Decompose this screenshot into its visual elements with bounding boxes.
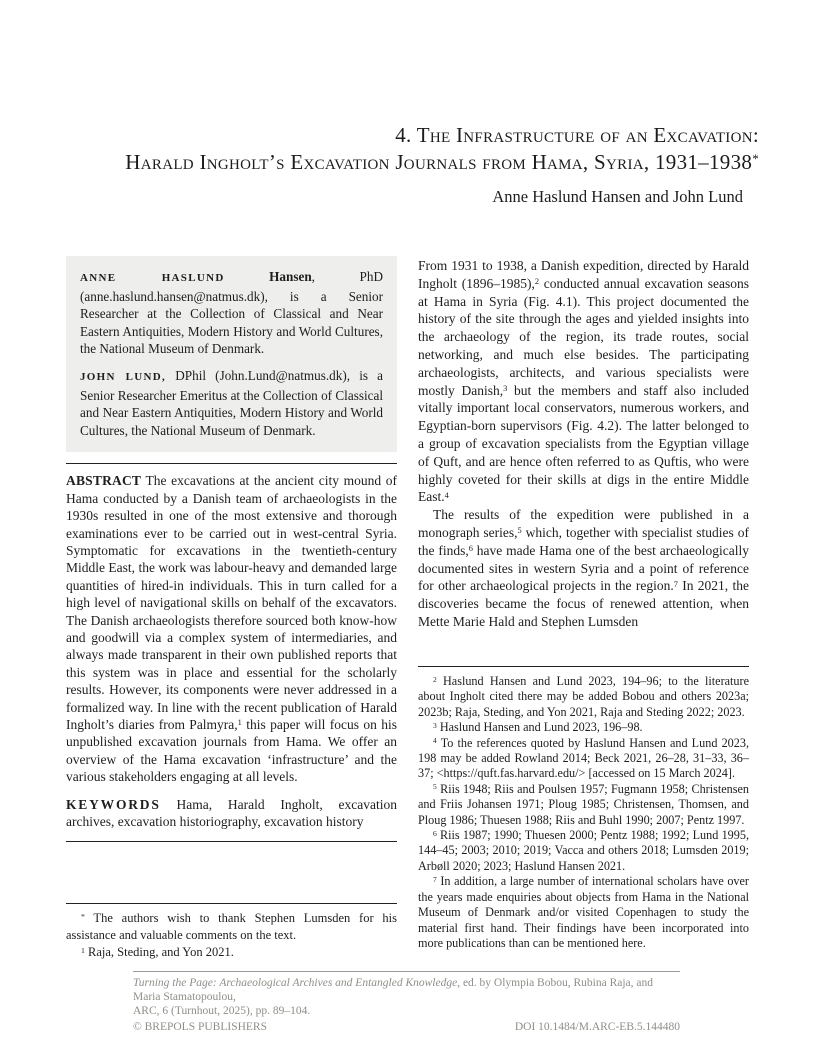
p1-text-1: From 1931 to 1938, a Danish expedition, directed by Harald Ingholt (1896–1985), — [418, 258, 749, 291]
p2-text-1: The results of the expedition were published in a monograph series, — [418, 507, 749, 540]
right-footnotes — [418, 666, 749, 968]
footnote-7-marker: 7 — [433, 874, 437, 884]
footer-rule — [133, 971, 680, 972]
bio-author-2 — [80, 367, 383, 439]
abstract-text-2: this paper will focus on his unpublished excavation journals from Hama. We offer an overview of the Hama excavation ‘infrastructure’ and the various stakeholders engaging at all levels. — [66, 717, 397, 785]
footer-editors: , ed. by Olympia Bobou, Rubina Raja, and Maria Stamatopoulou, — [133, 977, 653, 1003]
footer-copyright: © BREPOLS PUBLISHERS — [133, 1021, 267, 1034]
keywords-paragraph — [66, 796, 397, 831]
left-footnotes — [66, 903, 397, 973]
publication-footer — [133, 971, 680, 1035]
footnote-ref-3: 3 — [503, 383, 508, 393]
author-1-bio-text: , PhD (anne.haslund.hansen@natmus.dk), is a Senior Researcher at the Collection of Classical and Near Eastern Antiquities, Modern History and World Cultures, the National Museum of Denmark. — [80, 269, 383, 357]
author-1-name-smallcaps: ANNE HASLUND — [80, 272, 225, 284]
abstract-top-rule — [66, 463, 397, 464]
footnote-1-marker: 1 — [81, 945, 85, 955]
p2-text-4: In 2021, the discoveries became the focus of renewed attention, when Mette Marie Hald and Stephen Lumsden — [418, 578, 749, 629]
bio-author-1 — [80, 268, 383, 358]
footnote-4-marker: 4 — [433, 736, 437, 746]
abstract-paragraph — [66, 472, 397, 785]
article-title-block — [50, 122, 759, 176]
footnote-7-text: In addition, a large number of international scholars have over the years made enquiries about objects from Hama in the National Museum of Denmark and/or visited Copenhagen to study the material first hand. Their findings have been incorporated into more publications than can be mentioned here. — [418, 874, 749, 950]
footnote-3 — [418, 720, 749, 735]
footer-doi: DOI 10.1484/M.ARC-EB.5.144480 — [514, 1021, 680, 1034]
abstract-text-1: The excavations at the ancient city mound of Hama conducted by a Danish team of archaeologists in the 1930s resulted in one of the most extensive and thorough examinations ever to be carried out in west-central Syria. Symptomatic for excavations in the twentieth-century Middle East, the work was labour-heavy and demanded large quantities of hired-in individuals. This in turn called for a high level of navigational skills on behalf of the excavators. The Danish archaeologists therefore sourced both know-how and goodwill via a complex system of intermediaries, and always made transparent in their own published reports that this system was in place and essential for the scholarly results. However, its components were never addressed in a formalized way. In line with the recent publication of Harald Ingholt’s diaries from Palmyra, — [66, 473, 397, 733]
footnote-star-text: The authors wish to thank Stephen Lumsden for his assistance and valuable comments on the text. — [66, 911, 397, 942]
body-paragraph-2 — [418, 506, 749, 631]
footnote-5-text: Riis 1948; Riis and Poulsen 1957; Fugmann 1958; Christensen and Friis Johansen 1971; Ploug 1985; Christensen, Thomsen, and Ploug 1986; Thuesen 1988; Riis and Buhl 1990; 2007; Pentz 1997. — [418, 781, 749, 827]
footer-line-1 — [133, 977, 680, 1005]
footnote-ref-2: 2 — [534, 277, 540, 287]
left-footnotes-rule — [66, 903, 397, 904]
author-bio-box — [66, 256, 397, 452]
footnote-6 — [418, 828, 749, 874]
p1-text-3: but the members and staff also included vitally important local conservators, numerous workers, and Egyptian-born supervisors (Fig. 4.2). The latter belonged to a group of excavation specialists from the Egyptian village of Quft, and are hence often referred to as Quftis, who were highly coveted for their skills at digs in the entire Middle East. — [418, 382, 749, 505]
keywords-bottom-rule — [66, 841, 397, 842]
footnote-2-marker: 2 — [433, 674, 437, 684]
right-column — [418, 257, 749, 663]
p2-text-3: have made Hama one of the best archaeologically documented sites in western Syria and a point of reference for other archaeological projects in the region. — [418, 542, 749, 594]
p2-text-2: which, together with specialist studies of the finds, — [418, 524, 749, 558]
footnote-5 — [418, 782, 749, 828]
keywords-text: Hama, Harald Ingholt, excavation archives, excavation historiography, excavation history — [66, 796, 397, 830]
footnote-4-text: To the references quoted by Haslund Hansen and Lund 2023, 198 may be added Rowland 2014; Beck 2021, 26–28, 31–33, 36–37; <https://quft.fas.harvard.edu/> [accessed on 15 March 2024]. — [418, 735, 749, 781]
footnote-7 — [418, 874, 749, 951]
author-1-name-rest: Hansen — [224, 269, 312, 284]
footer-book-title: Turning the Page: Archaeological Archives and Entangled Knowledge — [133, 977, 458, 989]
footnote-star-marker: * — [81, 911, 85, 921]
footnote-2-text: Haslund Hansen and Lund 2023, 194–96; to the literature about Ingholt cited there may be added Bobou and others 2023a; 2023b; Raja, Steding, and Yon 2021, Raja and Steding 2022; 2023. — [418, 674, 749, 719]
footnote-4 — [418, 736, 749, 782]
footnote-5-marker: 5 — [433, 782, 437, 792]
footnote-ref-7: 7 — [673, 579, 678, 589]
footnote-6-marker: 6 — [433, 828, 437, 838]
abstract-label: ABSTRACT — [66, 473, 142, 489]
byline: Anne Haslund Hansen and John Lund — [492, 187, 743, 206]
author-2-name-smallcaps: JOHN LUND, — [80, 370, 167, 383]
footnote-ref-4: 4 — [444, 490, 449, 500]
footnote-2 — [418, 674, 749, 720]
footer-line-3 — [133, 1021, 680, 1035]
title-footnote-marker: * — [752, 151, 759, 167]
body-paragraph-1 — [418, 257, 749, 506]
left-column — [66, 256, 397, 896]
p1-text-2: conducted annual excavation seasons at Hama in Syria (Fig. 4.1). This project documented the history of the site through the ages and yielded insights into the archaeology of the region, its trade routes, social networking, and much else besides. The participating archaeologists, architects, and various specialists were mostly Danish, — [418, 275, 749, 398]
footnote-ref-5: 5 — [517, 526, 522, 536]
footnote-6-text: Riis 1987; 1990; Thuesen 2000; Pentz 1988; 1992; Lund 1995, 144–45; 2003; 2010; 2019; Vacca and others 2018; Lumsden 2019; Arbøll 2020; 2023; Haslund Hansen 2021. — [418, 828, 749, 873]
title-line-2-text: Harald Ingholt’s Excavation Journals from Hama, Syria, 1931–1938 — [125, 150, 753, 174]
footnote-ref-1: 1 — [237, 718, 242, 728]
title-line-2 — [50, 149, 759, 176]
footnote-3-marker: 3 — [433, 720, 437, 730]
author-2-bio-text: DPhil (John.Lund@natmus.dk), is a Senior Researcher Emeritus at the Collection of Classical and Near Eastern Antiquities, Modern History and World Cultures, the National Museum of Denmark. — [80, 367, 383, 438]
footnote-star — [66, 910, 397, 944]
footnote-1-text: Raja, Steding, and Yon 2021. — [84, 945, 234, 959]
footnote-1 — [66, 944, 397, 961]
keywords-label: KEYWORDS — [66, 796, 161, 812]
footnote-3-text: Haslund Hansen and Lund 2023, 196–98. — [436, 720, 643, 735]
footer-line-2: ARC, 6 (Turnhout, 2025), pp. 89–104. — [133, 1004, 311, 1017]
title-line-1: 4. The Infrastructure of an Excavation: — [395, 123, 759, 147]
footnote-ref-6: 6 — [468, 543, 473, 553]
right-footnotes-rule — [418, 666, 749, 667]
